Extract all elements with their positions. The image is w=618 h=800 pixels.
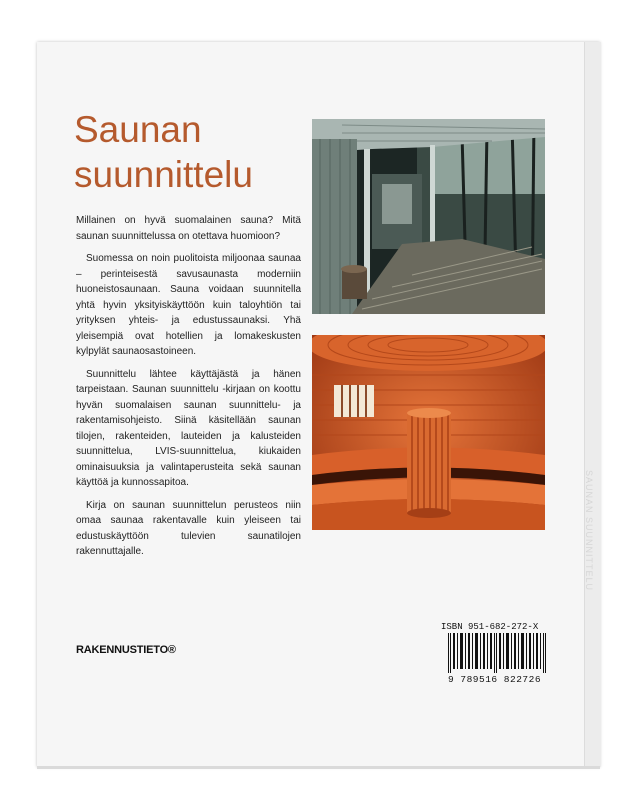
- title-line-2: suunnittelu: [74, 154, 253, 195]
- title-line-1: Saunan: [74, 109, 202, 150]
- ean-number: 9 789516 822726: [448, 674, 542, 685]
- barcode: [448, 633, 547, 673]
- page-edge: [37, 766, 600, 769]
- terrace-photo-drawing: [312, 119, 545, 314]
- blurb-paragraph-4: Kirja on saunan suunnittelun perusteos niin omaa saunaa rakentavalle kuin yleiseen tai edustuskäyttöön tulevien saunatilojen rakennuttajalle.: [76, 499, 301, 557]
- blurb-paragraph-3: Suunnittelu lähtee käyttäjästä ja hänen tarpeistaan. Saunan suunnittelu -kirjaan on koottu hyvän suomalaisen saunan suunnittelu- ja rakentamisohjeisto. Siinä käsitellään saunan tilojen, rakenteiden, lauteiden ja kalusteiden suunnittelua, LVIS-suunnittelua, kiukaiden ominaisuuksia ja valintaperusteita sekä saunan käyttöä ja kunnossapitoa.: [76, 368, 301, 488]
- book-spine: [584, 42, 601, 767]
- book-title: [74, 107, 253, 197]
- blurb-text: [76, 213, 301, 567]
- spine-title: SAUNAN SUUNNITTELU: [584, 470, 594, 592]
- blurb-paragraph-2: Suomessa on noin puolitoista miljoonaa saunaa – perinteisestä savusaunasta moderniin huoneistosaunaan. Sauna voidaan suunnitella yhtä hyvin yksityiskäyttöön kuin taloyhtiön tai yrityksen yhteis- ja edustussaunaksi. Yhä yleisempiä ovat hotellien ja lomakeskusten kylpylät saunaosastoineen.: [76, 253, 301, 357]
- interior-photo-drawing: [312, 335, 545, 530]
- photo-sauna-terrace: [312, 119, 545, 314]
- isbn-text: ISBN 951-682-272-X: [441, 622, 539, 632]
- publisher-logo: RAKENNUSTIETO®: [76, 644, 176, 656]
- photo-sauna-interior: [312, 335, 545, 530]
- blurb-paragraph-1: Millainen on hyvä suomalainen sauna? Mitä saunan suunnittelussa on otettava huomioon?: [76, 215, 301, 242]
